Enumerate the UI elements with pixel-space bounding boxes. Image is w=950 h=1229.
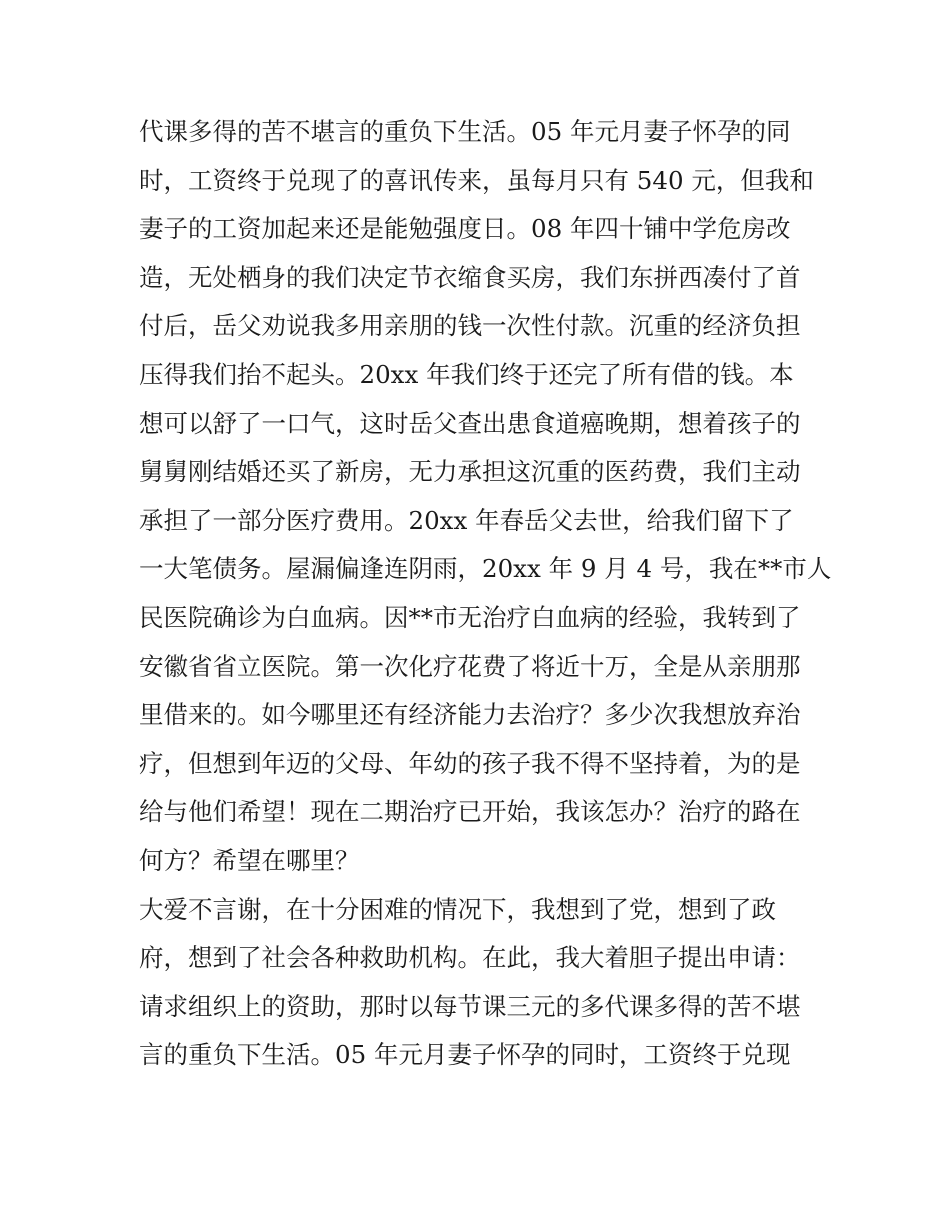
text-line: 给与他们希望！现在二期治疗已开始，我该怎办？治疗的路在 <box>139 797 801 827</box>
text-line: 民医院确诊为白血病。因**市无治疗白血病的经验，我转到了 <box>139 602 801 632</box>
text-line: 付后，岳父劝说我多用亲朋的钱一次性付款。沉重的经济负担 <box>139 311 801 341</box>
text-line: 压得我们抬不起头。20xx 年我们终于还完了所有借的钱。本 <box>139 359 794 389</box>
text-line: 妻子的工资加起来还是能勉强度日。08 年四十铺中学危房改 <box>139 214 791 244</box>
text-line: 府，想到了社会各种救助机构。在此，我大着胆子提出申请： <box>139 943 801 973</box>
text-line: 里借来的。如今哪里还有经济能力去治疗？多少次我想放弃治 <box>139 700 801 730</box>
text-line: 代课多得的苦不堪言的重负下生活。05 年元月妻子怀孕的同 <box>139 117 791 146</box>
text-line: 一大笔债务。屋漏偏逢连阴雨，20xx 年 9 月 4 号，我在**市人 <box>139 554 832 584</box>
text-line: 想可以舒了一口气，这时岳父查出患食道癌晚期，想着孩子的 <box>139 408 801 438</box>
text-line: 言的重负下生活。05 年元月妻子怀孕的同时，工资终于兑现 <box>139 1040 791 1070</box>
text-line: 造，无处栖身的我们决定节衣缩食买房，我们东拼西凑付了首 <box>139 262 801 292</box>
text-line: 何方？希望在哪里？ <box>139 845 360 875</box>
text-line: 疗，但想到年迈的父母、年幼的孩子我不得不坚持着，为的是 <box>139 748 801 778</box>
text-line: 舅舅刚结婚还买了新房，无力承担这沉重的医药费，我们主动 <box>139 457 801 487</box>
body-text <box>139 108 832 1080</box>
text-line: 请求组织上的资助，那时以每节课三元的多代课多得的苦不堪 <box>139 991 801 1021</box>
text-line: 时，工资终于兑现了的喜讯传来，虽每月只有 540 元，但我和 <box>139 165 814 195</box>
text-line: 安徽省省立医院。第一次化疗花费了将近十万，全是从亲朋那 <box>139 651 801 681</box>
text-line: 大爱不言谢，在十分困难的情况下，我想到了党，想到了政 <box>139 894 776 924</box>
text-line: 承担了一部分医疗费用。20xx 年春岳父去世，给我们留下了 <box>139 505 794 535</box>
